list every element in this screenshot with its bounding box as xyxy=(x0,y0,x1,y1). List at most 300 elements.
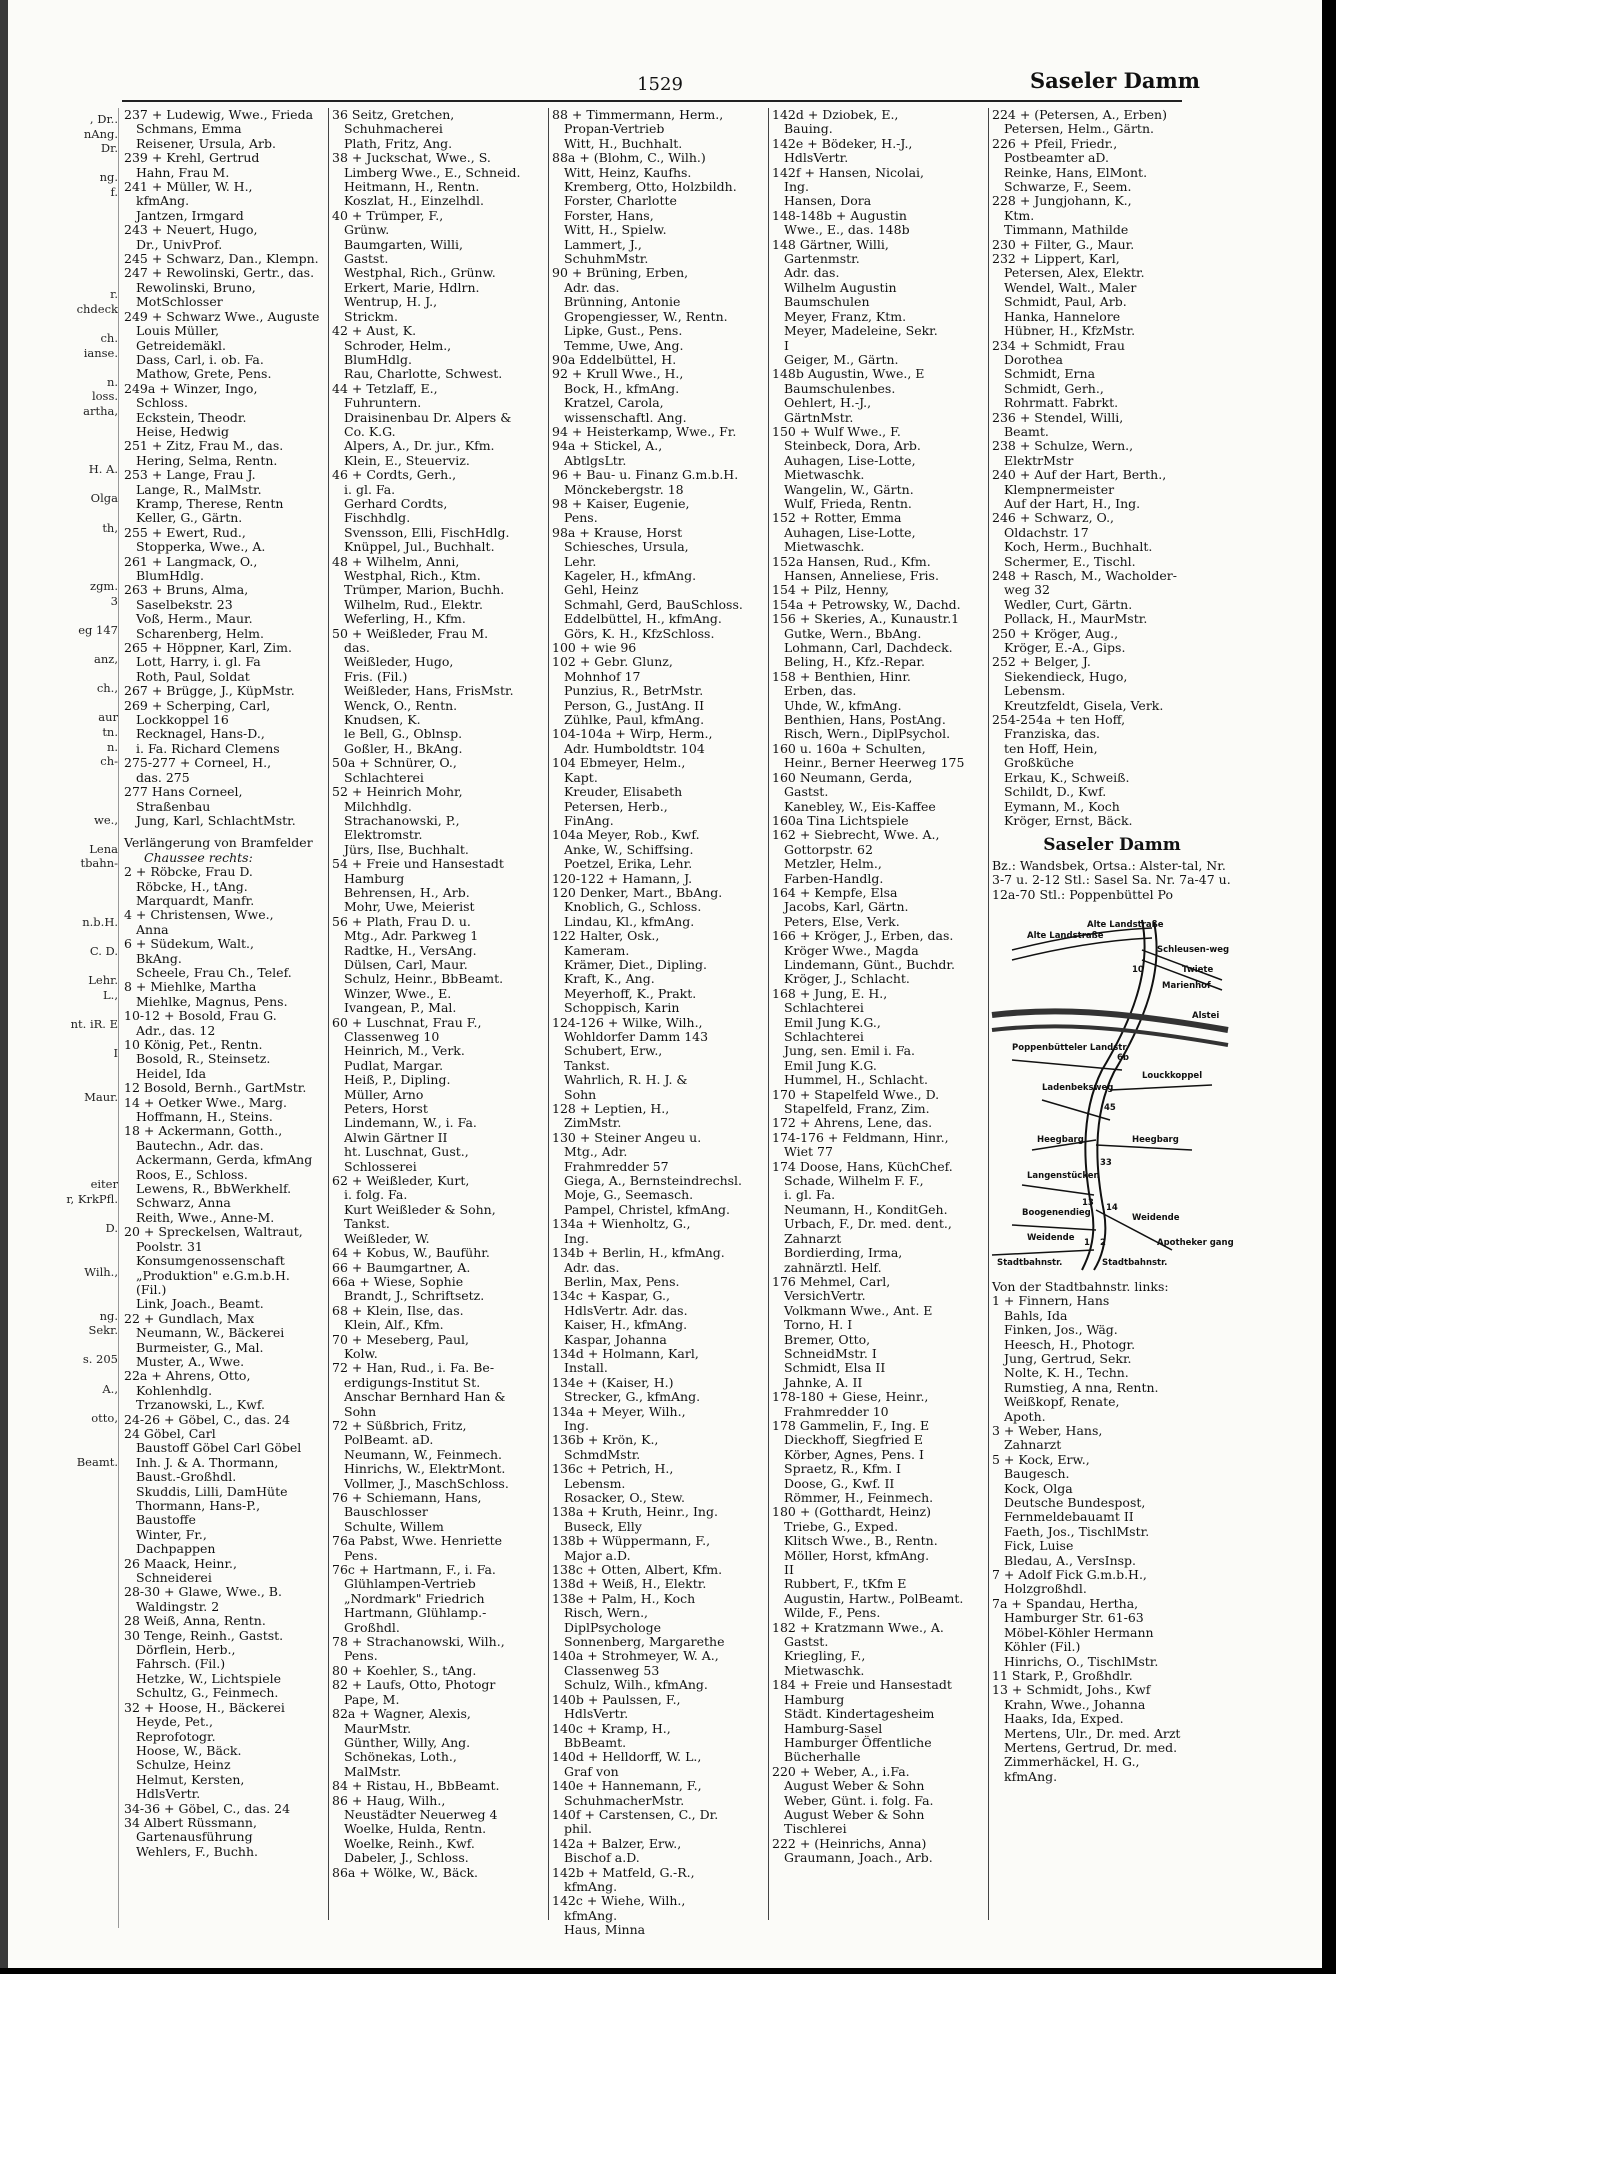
directory-entry: Dr., UnivProf. xyxy=(136,236,223,252)
directory-entry: 52 + Heinrich Mohr, xyxy=(332,784,463,800)
directory-entry: 70 + Meseberg, Paul, xyxy=(332,1331,469,1347)
directory-entry: Brandt, J., Schriftsetz. xyxy=(344,1288,485,1304)
directory-entry: Mönckebergstr. 18 xyxy=(564,481,684,497)
directory-entry: Haaks, Ida, Exped. xyxy=(1004,1711,1124,1727)
directory-entry: Mathow, Grete, Pens. xyxy=(136,366,272,382)
directory-entry: 172 + Ahrens, Lene, das. xyxy=(772,1115,933,1131)
directory-entry: Rosacker, O., Stew. xyxy=(564,1490,685,1505)
directory-entry: Tankst. xyxy=(344,1216,390,1232)
previous-page-text: zgm. xyxy=(90,579,118,593)
directory-entry: Pens. xyxy=(344,1648,378,1664)
previous-page-text xyxy=(8,258,118,273)
directory-entry: Neumann, W., Feinmech. xyxy=(344,1446,503,1462)
directory-column-3 xyxy=(552,107,764,1938)
directory-entry: Baugesch. xyxy=(1004,1466,1070,1482)
directory-entry: ZimMstr. xyxy=(564,1115,622,1131)
directory-entry: 8 + Miehlke, Martha xyxy=(124,979,257,995)
previous-page-text xyxy=(8,448,118,463)
directory-entry: Günther, Willy, Ang. xyxy=(344,1734,471,1750)
directory-entry: Eddelbüttel, H., kfmAng. xyxy=(564,611,722,627)
directory-entry: le Bell, G., Oblnsp. xyxy=(344,726,463,742)
directory-entry: Jung, Karl, SchlachtMstr. xyxy=(136,812,296,828)
directory-entry: Großküche xyxy=(1004,755,1074,771)
directory-entry: 1 + Finnern, Hans xyxy=(992,1293,1110,1309)
directory-entry: Propan-Vertrieb xyxy=(564,121,665,137)
street-map-drawing xyxy=(992,910,1234,1270)
previous-page-text xyxy=(8,214,118,229)
directory-entry: 36 Seitz, Gretchen, xyxy=(332,107,455,122)
directory-entry: 50a + Schnürer, O., xyxy=(332,755,457,771)
directory-entry: 263 + Bruns, Alma, xyxy=(124,582,249,598)
map-label: Ladenbeksweg xyxy=(1042,1082,1114,1093)
directory-entry: i. gl. Fa. xyxy=(344,481,396,497)
directory-entry: 62 + Weißleder, Kurt, xyxy=(332,1173,470,1189)
directory-entry: Jahnke, A. II xyxy=(784,1374,863,1390)
directory-entry: 140c + Kramp, H., xyxy=(552,1720,671,1736)
directory-entry: Milchhdlg. xyxy=(344,798,412,814)
previous-page-text: ng. xyxy=(99,170,118,185)
directory-entry: Klempnermeister xyxy=(1004,481,1115,497)
directory-entry: Grünw. xyxy=(344,222,390,238)
previous-page-text: Olga xyxy=(90,491,118,506)
previous-page-text: eg 147 xyxy=(78,622,118,637)
directory-entry: Kapt. xyxy=(564,769,598,785)
directory-entry: Alpers, A., Dr. jur., Kfm. xyxy=(344,438,495,454)
directory-entry: 142a + Balzer, Erw., xyxy=(552,1835,682,1851)
directory-entry: Lohmann, Carl, Dachdeck. xyxy=(784,640,953,656)
directory-entry: Köhler (Fil.) xyxy=(1004,1639,1081,1655)
directory-entry: HdlsVertr. xyxy=(136,1786,201,1802)
directory-entry: Fris. (Fil.) xyxy=(344,668,408,684)
directory-entry: Verlängerung von Bramfelder xyxy=(124,835,313,851)
previous-page-text: Beamt. xyxy=(76,1454,118,1469)
directory-entry: Graumann, Joach., Arb. xyxy=(784,1850,933,1866)
directory-entry: Fuhruntern. xyxy=(344,395,422,411)
previous-page-text: tn. xyxy=(102,724,118,739)
directory-entry: Wiet 77 xyxy=(784,1144,833,1160)
directory-entry: 140e + Hannemann, F., xyxy=(552,1778,702,1794)
directory-entry: DiplPsychologe xyxy=(564,1619,662,1635)
column-divider xyxy=(988,108,989,1920)
directory-entry: Frahmredder 10 xyxy=(784,1403,889,1419)
previous-page-fragment xyxy=(8,112,118,1912)
previous-page-text xyxy=(8,1440,118,1455)
directory-entry: Schmidt, Erna xyxy=(1004,366,1096,382)
directory-entry: BkAng. xyxy=(136,950,182,966)
directory-entry: Lindemann, W., i. Fa. xyxy=(344,1115,477,1131)
directory-entry: wissenschaftl. Ang. xyxy=(564,409,687,425)
directory-entry: Trzanowski, L., Kwf. xyxy=(136,1397,265,1413)
directory-entry: Dülsen, Carl, Maur. xyxy=(344,956,468,972)
directory-entry: 160a Tina Lichtspiele xyxy=(772,812,909,828)
previous-page-text xyxy=(8,667,118,682)
previous-page-text: 3 xyxy=(110,593,118,608)
directory-entry: 178 Gammelin, F., Ing. E xyxy=(772,1417,930,1433)
map-label: Alte Landstraße xyxy=(1087,919,1164,930)
directory-entry: Frahmredder 57 xyxy=(564,1158,669,1174)
directory-entry: 178-180 + Giese, Heinr., xyxy=(772,1389,929,1405)
directory-entry: 239 + Krehl, Gertrud xyxy=(124,150,260,166)
directory-entry: Schildt, D., Kwf. xyxy=(1004,784,1107,800)
directory-entry: Svensson, Elli, FischHdlg. xyxy=(344,524,510,540)
page-number: 1529 xyxy=(637,74,683,95)
directory-entry: 134a + Wienholtz, G., xyxy=(552,1216,691,1232)
directory-entry: Müller, Arno xyxy=(344,1086,424,1102)
directory-entry: Schmans, Emma xyxy=(136,121,242,137)
directory-entry: Witt, Heinz, Kaufhs. xyxy=(564,164,692,180)
directory-entry: 158 + Benthien, Hinr. xyxy=(772,668,911,684)
directory-entry: 28-30 + Glawe, Wwe., B. xyxy=(124,1584,282,1600)
directory-entry: Schwarze, F., Seem. xyxy=(1004,179,1132,195)
directory-entry: 142c + Wiehe, Wilh., xyxy=(552,1893,686,1909)
directory-entry: Reinke, Hans, ElMont. xyxy=(1004,164,1148,180)
previous-page-text: nAng. xyxy=(83,126,118,141)
directory-entry: 249 + Schwarz Wwe., Auguste xyxy=(124,308,320,324)
directory-entry: Witt, H., Spielw. xyxy=(564,222,667,238)
previous-page-text xyxy=(8,1148,118,1163)
directory-entry: Reprofotogr. xyxy=(136,1728,216,1744)
directory-entry: Faeth, Jos., TischlMstr. xyxy=(1004,1523,1150,1539)
directory-entry: Mtg., Adr. xyxy=(564,1144,628,1160)
directory-entry: MaurMstr. xyxy=(344,1720,412,1736)
directory-entry: Mietwaschk. xyxy=(784,539,865,555)
directory-entry: 122 Halter, Osk., xyxy=(552,928,660,944)
previous-page-text xyxy=(8,1425,118,1440)
directory-entry: i. folg. Fa. xyxy=(344,1187,408,1203)
directory-entry: Kolw. xyxy=(344,1345,378,1361)
street-map xyxy=(992,910,1234,1270)
directory-entry: Scheele, Frau Ch., Telef. xyxy=(136,964,292,980)
directory-entry: Schwarz, Anna xyxy=(136,1195,231,1211)
directory-entry: 13 + Schmidt, Johs., Kwf xyxy=(992,1682,1151,1698)
previous-page-text: nt. iR. E xyxy=(70,1016,118,1031)
previous-page-text: A., xyxy=(102,1381,118,1396)
directory-entry: 56 + Plath, Frau D. u. xyxy=(332,913,471,929)
directory-entry: Poolstr. 31 xyxy=(136,1238,203,1254)
directory-entry: Farben-Handlg. xyxy=(784,870,884,886)
directory-entry: Classenweg 53 xyxy=(564,1662,660,1678)
directory-entry: 180 + (Gotthardt, Heinz) xyxy=(772,1504,931,1520)
directory-entry: Poetzel, Erika, Lehr. xyxy=(564,856,693,872)
directory-entry: Schulz, Wilh., kfmAng. xyxy=(564,1677,708,1693)
directory-entry: Zahnarzt xyxy=(784,1230,842,1246)
directory-entry: Install. xyxy=(564,1360,608,1376)
previous-page-text xyxy=(8,1338,118,1353)
directory-entry: Ktm. xyxy=(1004,207,1035,223)
directory-entry: Westphal, Rich., Grünw. xyxy=(344,265,496,281)
directory-entry: 78 + Strachanowski, Wilh., xyxy=(332,1634,505,1650)
previous-page-text xyxy=(8,958,118,973)
directory-entry: ElektrMstr xyxy=(1004,452,1074,468)
directory-entry: 138b + Wüppermann, F., xyxy=(552,1533,711,1549)
directory-entry: Krämer, Diet., Dipling. xyxy=(564,956,707,972)
directory-entry: Reith, Wwe., Anne-M. xyxy=(136,1209,275,1225)
previous-page-text xyxy=(8,156,118,171)
map-label: Marienhof xyxy=(1162,980,1211,991)
previous-page-text xyxy=(8,827,118,842)
directory-entry: Jacobs, Karl, Gärtn. xyxy=(784,899,909,915)
directory-entry: 152a Hansen, Rud., Kfm. xyxy=(772,553,931,569)
directory-entry: Weber, Günt. i. folg. Fa. xyxy=(784,1792,934,1808)
directory-entry: Beling, H., Kfz.-Repar. xyxy=(784,654,925,670)
directory-entry: Baustoff Göbel Carl Göbel xyxy=(136,1440,302,1456)
directory-entry: Kröger, J., Schlacht. xyxy=(784,971,910,987)
directory-entry: HdlsVertr. Adr. das. xyxy=(564,1302,688,1318)
directory-entry: Person, G., JustAng. II xyxy=(564,697,705,713)
directory-entry: 255 + Ewert, Rud., xyxy=(124,524,246,540)
directory-entry: Schmahl, Gerd, BauSchloss. xyxy=(564,596,743,612)
directory-entry: Mohr, Uwe, Meierist xyxy=(344,899,475,915)
directory-entry: Ing. xyxy=(564,1417,589,1433)
directory-entry: Schmidt, Paul, Arb. xyxy=(1004,294,1127,310)
directory-entry: Muster, A., Wwe. xyxy=(136,1353,245,1369)
directory-entry: Lebensm. xyxy=(564,1475,626,1491)
previous-page-text: ch., xyxy=(96,681,118,696)
directory-entry: 174 Doose, Hans, KüchChef. xyxy=(772,1158,953,1174)
directory-entry: 72 + Han, Rud., i. Fa. Be- xyxy=(332,1360,495,1376)
directory-entry: Hanka, Hannelore xyxy=(1004,308,1121,324)
previous-page-text: aur xyxy=(98,710,118,725)
directory-entry: Anna xyxy=(136,921,169,937)
previous-page-text: , Dr.. xyxy=(89,112,118,126)
previous-page-text: r, KrkPfl. xyxy=(66,1191,118,1206)
directory-entry: Kratzel, Carola, xyxy=(564,395,664,411)
directory-entry: 228 + Jungjohann, K., xyxy=(992,193,1132,209)
directory-entry: Giega, A., Bernsteindrechsl. xyxy=(564,1173,743,1189)
directory-entry: Knoblich, G., Schloss. xyxy=(564,899,702,915)
previous-page-text: ianse. xyxy=(83,345,118,360)
directory-entry: Schönekas, Loth., xyxy=(344,1749,457,1765)
previous-page-text xyxy=(8,229,118,244)
directory-entry: kfmAng. xyxy=(564,1878,618,1894)
directory-entry: 148 Gärtner, Willi, xyxy=(772,236,889,252)
directory-entry: 140b + Paulssen, F., xyxy=(552,1691,681,1707)
directory-entry: 124-126 + Wilke, Wilh., xyxy=(552,1014,703,1030)
directory-entry: Baumschulen xyxy=(784,294,870,310)
directory-entry: Hamburg xyxy=(784,1691,845,1707)
directory-entry: Gastst. xyxy=(784,1634,829,1650)
directory-entry: kfmAng. xyxy=(564,1907,618,1923)
directory-entry: 241 + Müller, W. H., xyxy=(124,179,253,195)
previous-page-text: D. xyxy=(105,1221,118,1236)
directory-entry: Doose, G., Kwf. II xyxy=(784,1475,895,1491)
previous-page-text xyxy=(8,316,118,331)
map-number: 13 xyxy=(1082,1197,1094,1208)
previous-page-text: f. xyxy=(110,184,118,199)
directory-entry: Schroder, Helm., xyxy=(344,337,452,353)
directory-entry: 130 + Steiner Angeu u. xyxy=(552,1129,702,1145)
directory-entry: 2 + Röbcke, Frau D. xyxy=(124,864,253,880)
directory-entry: Inh. J. & A. Thormann, xyxy=(136,1454,279,1470)
directory-entry: Neustädter Neuerweg 4 xyxy=(344,1806,498,1822)
directory-entry: 10 König, Pet., Rentn. xyxy=(124,1037,263,1052)
directory-entry: 232 + Lippert, Karl, xyxy=(992,251,1120,267)
directory-entry: 220 + Weber, A., i.Fa. xyxy=(772,1763,910,1779)
directory-entry: Baumschulenbes. xyxy=(784,380,896,396)
directory-entry: Hamburg xyxy=(344,870,405,886)
directory-entry: Graf von xyxy=(564,1763,619,1779)
directory-entry: Städt. Kindertagesheim xyxy=(784,1706,935,1722)
previous-page-text xyxy=(8,1119,118,1134)
directory-entry: Dabeler, J., Schloss. xyxy=(344,1850,469,1866)
directory-entry: 128 + Leptien, H., xyxy=(552,1101,670,1117)
previous-page-text: r. xyxy=(110,287,118,302)
directory-entry: 243 + Neuert, Hugo, xyxy=(124,222,258,238)
previous-page-text xyxy=(8,637,118,652)
directory-entry: 12 Bosold, Bernh., GartMstr. xyxy=(124,1080,307,1096)
directory-entry: Behrensen, H., Arb. xyxy=(344,884,470,900)
directory-entry: Trümper, Marion, Buchh. xyxy=(344,582,505,598)
directory-entry: Pampel, Christel, kfmAng. xyxy=(564,1201,730,1217)
directory-entry: 24 Göbel, Carl xyxy=(124,1425,216,1441)
directory-entry: Jung, Gertrud, Sekr. xyxy=(1004,1350,1132,1366)
directory-entry: Schlachterei xyxy=(344,769,424,785)
directory-entry: Lindau, Kl., kfmAng. xyxy=(564,913,695,929)
directory-entry: Sohn xyxy=(564,1086,597,1102)
previous-page-text xyxy=(8,1367,118,1382)
directory-entry: Jürs, Ilse, Buchhalt. xyxy=(344,841,469,857)
directory-entry: Konsumgenossenschaft xyxy=(136,1253,285,1269)
directory-entry: 3 + Weber, Hans, xyxy=(992,1423,1103,1438)
directory-entry: Knüppel, Jul., Buchhalt. xyxy=(344,539,495,555)
scan-edge xyxy=(1322,0,1336,1968)
directory-entry: 154 + Pilz, Henny, xyxy=(772,582,889,598)
directory-entry: Wulf, Frieda, Rentn. xyxy=(784,495,912,511)
directory-entry: Mietwaschk. xyxy=(784,467,865,483)
directory-entry: Bauschlosser xyxy=(344,1504,428,1520)
directory-entry: Brünning, Antonie xyxy=(564,294,681,310)
directory-entry: August Weber & Sohn xyxy=(784,1778,925,1794)
directory-entry: Emil Jung K.G., xyxy=(784,1014,881,1030)
previous-page-text: loss. xyxy=(91,389,118,404)
directory-entry: 138a + Kruth, Heinr., Ing. xyxy=(552,1504,718,1520)
directory-entry: Petersen, Herb., xyxy=(564,798,668,814)
directory-entry: 226 + Pfeil, Friedr., xyxy=(992,135,1118,151)
map-number: 6b xyxy=(1117,1052,1129,1063)
directory-entry: 102 + Gebr. Glunz, xyxy=(552,654,673,670)
directory-entry: 34 Albert Rüssmann, xyxy=(124,1814,257,1830)
directory-entry: 267 + Brügge, J., KüpMstr. xyxy=(124,683,295,699)
street-section-title: Saseler Damm xyxy=(1043,835,1181,856)
directory-entry: 252 + Belger, J. xyxy=(992,654,1091,670)
directory-entry: Möbel-Köhler Hermann xyxy=(1004,1624,1154,1640)
previous-page-text: s. 205 xyxy=(82,1352,118,1367)
directory-entry: 160 Neumann, Gerda, xyxy=(772,769,913,785)
directory-entry: i. Fa. Richard Clemens xyxy=(136,740,280,756)
map-label: Weidende xyxy=(1027,1232,1075,1243)
directory-entry: 168 + Jung, E. H., xyxy=(772,985,888,1001)
directory-entry: Urbach, F., Dr. med. dent., xyxy=(784,1216,952,1232)
directory-entry: Zühlke, Paul, kfmAng. xyxy=(564,712,705,728)
directory-entry: Peters, Else, Verk. xyxy=(784,913,900,929)
directory-entry: Heesch, H., Photogr. xyxy=(1004,1336,1136,1352)
directory-entry: SchmdMstr. xyxy=(564,1446,641,1462)
directory-entry: Bücherhalle xyxy=(784,1749,861,1765)
previous-page-text xyxy=(8,433,118,448)
directory-entry: Mohnhof 17 xyxy=(564,668,641,684)
directory-entry: 134c + Kaspar, G., xyxy=(552,1288,670,1304)
directory-entry: Wedler, Curt, Gärtn. xyxy=(1004,596,1133,612)
directory-entry: 7 + Adolf Fick G.m.b.H., xyxy=(992,1567,1147,1583)
directory-entry: „Produktion" e.G.m.b.H. xyxy=(136,1267,290,1283)
directory-entry: Petersen, Helm., Gärtn. xyxy=(1004,121,1154,137)
directory-entry: GärtnMstr. xyxy=(784,409,854,425)
previous-page-text xyxy=(8,871,118,886)
previous-page-text: Wilh., xyxy=(84,1264,118,1279)
directory-entry: Knudsen, K. xyxy=(344,712,421,728)
previous-page-text: n. xyxy=(106,739,118,754)
directory-entry: Auhagen, Lise-Lotte, xyxy=(784,524,916,540)
directory-entry: Meyerhoff, K., Prakt. xyxy=(564,985,697,1001)
map-label: Poppenbütteler Landstr. xyxy=(1012,1042,1129,1053)
directory-entry: 24-26 + Göbel, C., das. 24 xyxy=(124,1411,291,1427)
directory-entry: 275-277 + Corneel, H., xyxy=(124,755,272,771)
directory-entry: Link, Joach., Beamt. xyxy=(136,1296,264,1312)
directory-entry: Berlin, Max, Pens. xyxy=(564,1273,680,1289)
directory-entry: 160 u. 160a + Schulten, xyxy=(772,740,926,756)
previous-page-text xyxy=(8,798,118,813)
directory-entry: Schloss. xyxy=(136,395,188,411)
directory-entry: Wilhelm Augustin xyxy=(784,279,897,295)
directory-entry: 22 + Gundlach, Max xyxy=(124,1310,255,1326)
directory-entry: 238 + Schulze, Wern., xyxy=(992,438,1134,454)
directory-entry: 162 + Siebrecht, Wwe. A., xyxy=(772,827,940,843)
directory-entry: Oehlert, H.-J., xyxy=(784,395,872,411)
directory-entry: Chaussee rechts: xyxy=(144,849,253,865)
directory-entry: August Weber & Sohn xyxy=(784,1806,925,1822)
directory-entry: 32 + Hoose, H., Bäckerei xyxy=(124,1699,285,1715)
directory-entry: 68 + Klein, Ilse, das. xyxy=(332,1302,464,1318)
directory-entry: Koch, Herm., Buchhalt. xyxy=(1004,539,1153,555)
map-label: Langenstücken xyxy=(1027,1170,1100,1181)
directory-entry: Fischhdlg. xyxy=(344,510,411,526)
directory-entry: Heinrich, M., Verk. xyxy=(344,1043,465,1059)
directory-entry: Hartmann, Glühlamp.- xyxy=(344,1605,487,1621)
directory-entry: Kaspar, Johanna xyxy=(564,1331,667,1347)
directory-entry: Schermer, E., Tischl. xyxy=(1004,553,1136,569)
book-gutter xyxy=(0,0,8,1968)
directory-entry: Uhde, W., kfmAng. xyxy=(784,697,902,713)
directory-entry: Adr., das. 12 xyxy=(136,1022,216,1038)
directory-entry: Bischof a.D. xyxy=(564,1850,640,1866)
directory-entry: Erben, das. xyxy=(784,683,857,699)
directory-entry: 22a + Ahrens, Otto, xyxy=(124,1368,251,1384)
directory-entry: Heyde, Pet., xyxy=(136,1714,213,1730)
directory-entry: Triebe, G., Exped. xyxy=(784,1518,899,1534)
directory-entry: 234 + Schmidt, Frau xyxy=(992,337,1125,353)
directory-entry: Kohlenhdlg. xyxy=(136,1382,213,1398)
directory-entry: Wangelin, W., Gärtn. xyxy=(784,481,914,497)
directory-entry: Burmeister, G., Mal. xyxy=(136,1339,264,1355)
directory-entries xyxy=(992,108,1232,828)
directory-entry: Co. K.G. xyxy=(344,423,396,439)
directory-entry: Gottorpstr. 62 xyxy=(784,841,873,857)
directory-entry: Plath, Fritz, Ang. xyxy=(344,135,453,151)
directory-entry: Möller, Horst, kfmAng. xyxy=(784,1547,930,1563)
directory-entry: 174-176 + Feldmann, Hinr., xyxy=(772,1129,949,1145)
directory-entry: Forster, Hans, xyxy=(564,207,654,223)
directory-entry: Geiger, M., Gärtn. xyxy=(784,351,899,367)
directory-entry: Bosold, R., Steinsetz. xyxy=(136,1051,271,1067)
directory-entry: BlumHdlg. xyxy=(344,351,412,367)
directory-entry: das. xyxy=(344,640,370,656)
previous-page-text xyxy=(8,900,118,915)
directory-entry: Eymann, M., Koch xyxy=(1004,798,1120,814)
directory-entry: Winter, Fr., xyxy=(136,1526,207,1542)
directory-entry: SchneidMstr. I xyxy=(784,1345,877,1361)
directory-entry: Benthien, Hans, PostAng. xyxy=(784,712,946,728)
previous-page-text: n.b.H. xyxy=(82,914,118,929)
